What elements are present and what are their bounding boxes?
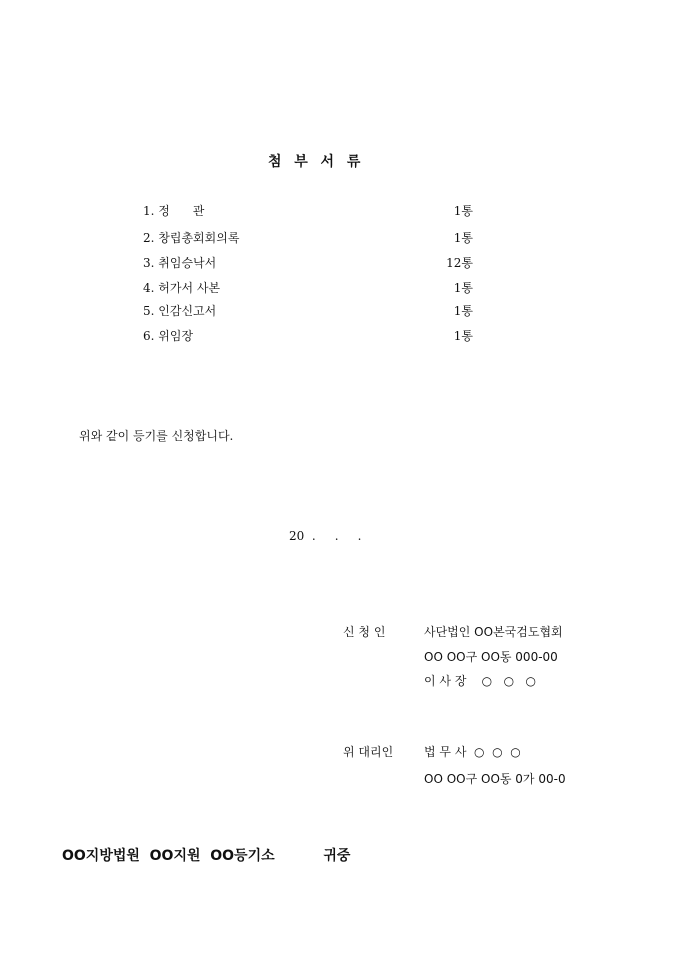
attachment-row (143, 280, 473, 296)
agent-label: 위 대리인 (343, 745, 394, 759)
attachment-count: 1통 (453, 329, 473, 343)
attachment-row (143, 328, 473, 344)
attachment-item: 2. 창립총회회의록 (143, 231, 240, 245)
applicant-name: 사단법인 OO본국검도협회 (424, 625, 563, 639)
attachment-item: 6. 위임장 (143, 329, 194, 343)
attachment-item: 4. 허가서 사본 (143, 281, 221, 295)
applicant-address: OO OO구 OO동 000-00 (424, 650, 558, 664)
attachment-item: 1. 정 관 (143, 204, 205, 218)
attachment-count: 1통 (453, 204, 473, 218)
agent-address: OO OO구 OO동 0가 00-0 (424, 772, 566, 786)
attachment-item: 3. 취임승낙서 (143, 256, 217, 270)
attachment-row (143, 255, 473, 271)
attachment-count: 1통 (453, 281, 473, 295)
applicant-label: 신 청 인 (343, 625, 386, 639)
date-line: 20 . . . (289, 529, 362, 543)
attachment-count: 12통 (446, 256, 473, 270)
attachment-row (143, 230, 473, 246)
attachment-count: 1통 (453, 231, 473, 245)
attachment-row (143, 203, 473, 219)
attachment-row (143, 303, 473, 319)
applicant-representative: 이 사 장 ○ ○ ○ (424, 674, 536, 688)
attachment-count: 1통 (453, 304, 473, 318)
addressee-line: OO지방법원 OO지원 OO등기소 귀중 (62, 848, 351, 864)
document-title: 첨 부 서 류 (268, 154, 362, 170)
attachment-item: 5. 인감신고서 (143, 304, 217, 318)
request-statement: 위와 같이 등기를 신청합니다. (79, 429, 234, 443)
agent-name: 법 무 사 ○ ○ ○ (424, 745, 521, 759)
